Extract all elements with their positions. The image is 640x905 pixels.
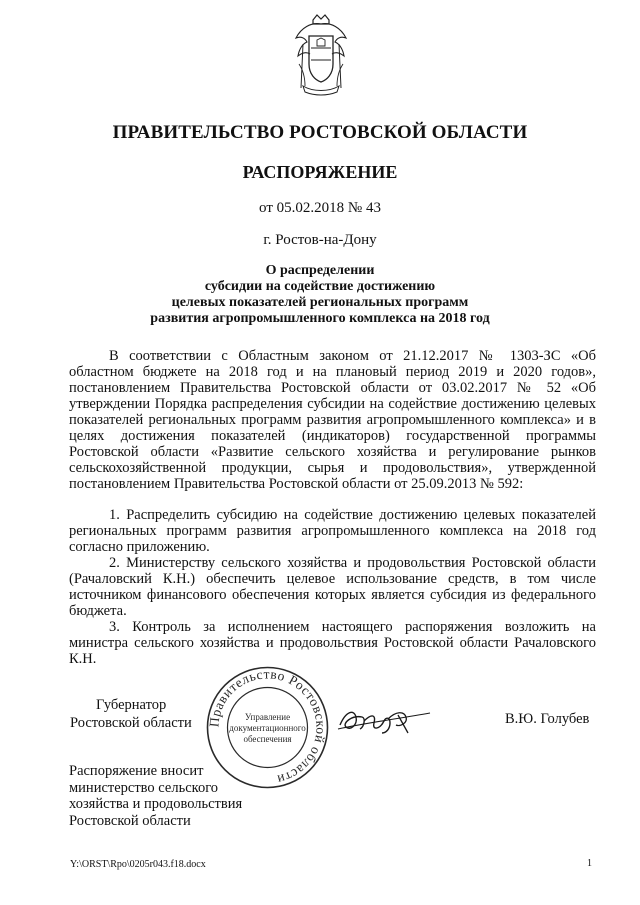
document-date-number: от 05.02.2018 № 43 [259,200,381,216]
footer-page-number: 1 [587,858,592,869]
signer-position-line: Ростовской области [70,715,192,731]
order-item: 3. Контроль за исполнением настоящего распоряжения возложить на министра сельского хозяйства и продовольствия Ростовской области Рачаловского К.Н. [69,619,596,667]
rostov-oblast-coat-of-arms-icon [293,14,349,96]
stamp-ring-text: Правительство Ростовской области [206,666,329,788]
subject-line: субсидии на содействие достижению [204,279,436,294]
introduced-by-line: Ростовской области [69,812,191,829]
document-type: РАСПОРЯЖЕНИЕ [242,162,398,182]
signer-position [70,696,192,732]
signer-name: В.Ю. Голубев [505,711,590,727]
preamble-paragraph [69,348,596,492]
order-item: 2. Министерству сельского хозяйства и продовольствия Ростовской области (Рачаловский К.Н.) обеспечить целевое использование средств, в том числе источником финансового обеспечения которых является субсидия из федерального бюджета. [69,555,596,619]
stamp-center-text: обеспечения [243,734,292,744]
document-subject [0,263,640,327]
preamble-text: В соответствии с Областным законом от 21.12.2017 № 1303-ЗС «Об областном бюджете на 2018 год и на плановый период 2019 и 2020 годов», постановлением Правительства Ростовской области от 03.02.2017 № 52 «Об утверждении Порядка распределения субсидии на содействие достижению целевых показателей региональных программ развития агропромышленного комплекса» и в целях достижения показателей (индикаторов) государственной программы Ростовской области «Развитие сельского хозяйства и регулирование рынков сельскохозяйственной продукции, сырья и продовольствия», утвержденной постановлением Правительства Ростовской области от 25.09.2013 № 592: [69,348,596,492]
government-title: ПРАВИТЕЛЬСТВО РОСТОВСКОЙ ОБЛАСТИ [112,122,528,143]
subject-line: О распределении [265,263,375,278]
signer-position-line: Губернатор [96,697,167,713]
document-city: г. Ростов-на-Дону [263,232,377,248]
order-item: 1. Распределить субсидию на содействие достижению целевых показателей региональных программ развития агропромышленного комплекса на 2018 год согласно приложению. [69,507,596,555]
subject-line: целевых показателей региональных программ [171,295,469,310]
introduced-by-line: хозяйства и продовольствия [69,796,243,812]
introduced-by-line: министерство сельского [69,779,219,796]
subject-line: развития агропромышленного комплекса на 2018 год [150,311,490,326]
stamp-center-text: Управление [244,712,291,722]
order-items [69,507,596,667]
footer-file-path: Y:\ORST\Rpo\0205r043.f18.docx [70,859,206,870]
handwritten-signature-icon [336,703,432,737]
introduced-by-line: Распоряжение вносит [69,763,204,779]
introduced-by-block [69,763,242,829]
stamp-center-text: документационного [229,723,306,733]
